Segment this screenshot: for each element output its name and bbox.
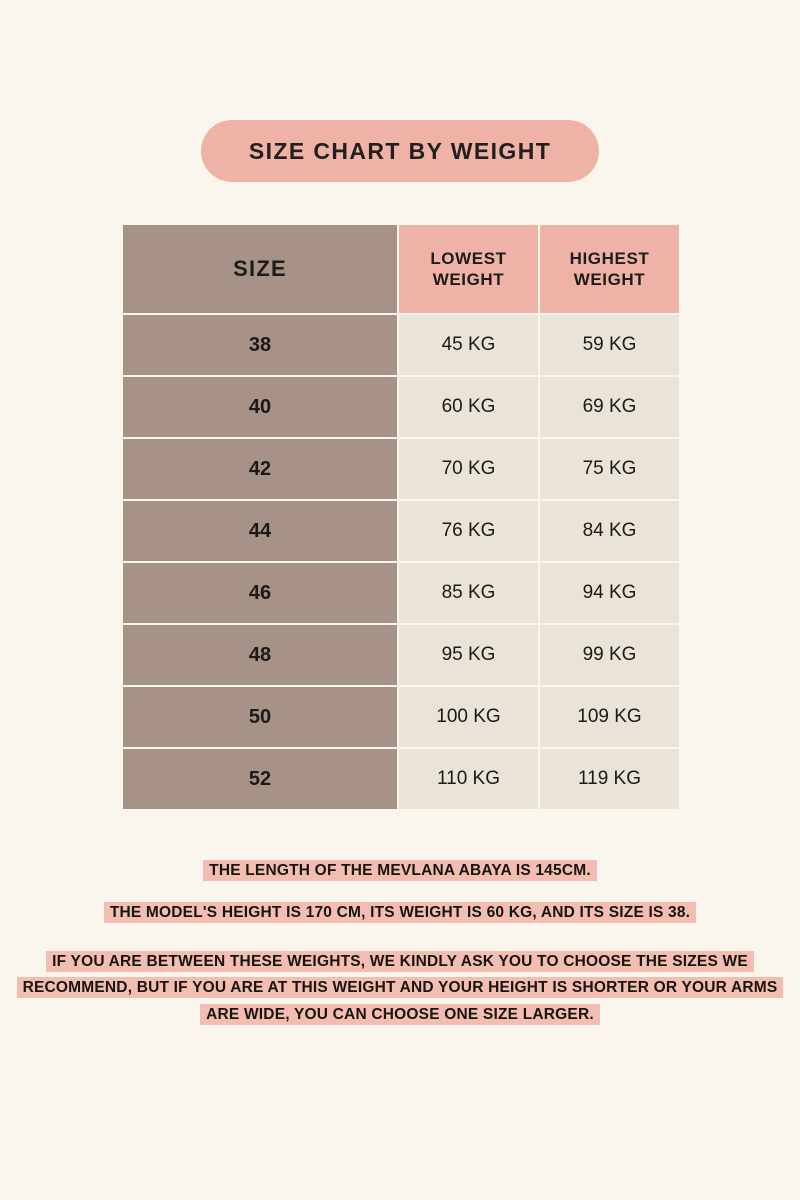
page-title-pill: [201, 120, 599, 182]
table-row: [122, 686, 680, 748]
page-title: SIZE CHART BY WEIGHT: [248, 137, 552, 164]
note-recommendation-text: IF YOU ARE BETWEEN THESE WEIGHTS, WE KINDLY ASK YOU TO CHOOSE THE SIZES WE RECOMMEND, BUT IF YOU ARE AT THIS WEIGHT AND YOUR HEIGHT IS SHORTER OR YOUR ARMS ARE WIDE, YOU CAN CHOOSE ONE SIZE LARGER.: [17, 951, 784, 1025]
table-row: [122, 500, 680, 562]
column-header-lowest-weight-line1: LOWEST: [430, 248, 507, 268]
cell-lowest-weight: 95 KG: [398, 624, 539, 686]
column-header-highest-weight-line2: WEIGHT: [573, 270, 646, 289]
cell-size: 46: [122, 562, 398, 624]
cell-size: 40: [122, 376, 398, 438]
note-recommendation: [14, 949, 786, 1028]
table-row: [122, 624, 680, 686]
cell-lowest-weight: 60 KG: [398, 376, 539, 438]
cell-lowest-weight: 76 KG: [398, 500, 539, 562]
cell-lowest-weight: 100 KG: [398, 686, 539, 748]
note-length: [203, 859, 597, 883]
size-chart-table: [121, 223, 681, 811]
table-row: [122, 748, 680, 810]
column-header-size: SIZE: [122, 224, 398, 314]
cell-size: 38: [122, 314, 398, 376]
notes-section: [0, 859, 800, 1028]
cell-highest-weight: 75 KG: [539, 438, 680, 500]
note-length-text: THE LENGTH OF THE MEVLANA ABAYA IS 145CM.: [203, 860, 597, 881]
table-header: [122, 224, 680, 314]
table-row: [122, 314, 680, 376]
column-header-lowest-weight: [398, 224, 539, 314]
table-row: [122, 376, 680, 438]
cell-size: 44: [122, 500, 398, 562]
cell-highest-weight: 119 KG: [539, 748, 680, 810]
cell-highest-weight: 69 KG: [539, 376, 680, 438]
note-model-text: THE MODEL'S HEIGHT IS 170 CM, ITS WEIGHT IS 60 KG, AND ITS SIZE IS 38.: [104, 902, 696, 923]
cell-lowest-weight: 70 KG: [398, 438, 539, 500]
cell-highest-weight: 99 KG: [539, 624, 680, 686]
cell-lowest-weight: 110 KG: [398, 748, 539, 810]
cell-size: 48: [122, 624, 398, 686]
note-model: [104, 901, 696, 925]
cell-size: 42: [122, 438, 398, 500]
cell-highest-weight: 59 KG: [539, 314, 680, 376]
table-body: [122, 314, 680, 810]
cell-lowest-weight: 85 KG: [398, 562, 539, 624]
cell-highest-weight: 109 KG: [539, 686, 680, 748]
size-table-container: [121, 223, 679, 811]
table-row: [122, 438, 680, 500]
column-header-highest-weight: [539, 224, 680, 314]
table-row: [122, 562, 680, 624]
column-header-lowest-weight-line2: WEIGHT: [432, 270, 505, 289]
cell-lowest-weight: 45 KG: [398, 314, 539, 376]
cell-highest-weight: 84 KG: [539, 500, 680, 562]
cell-highest-weight: 94 KG: [539, 562, 680, 624]
column-header-highest-weight-line1: HIGHEST: [569, 248, 650, 268]
table-header-row: [122, 224, 680, 314]
cell-size: 52: [122, 748, 398, 810]
cell-size: 50: [122, 686, 398, 748]
